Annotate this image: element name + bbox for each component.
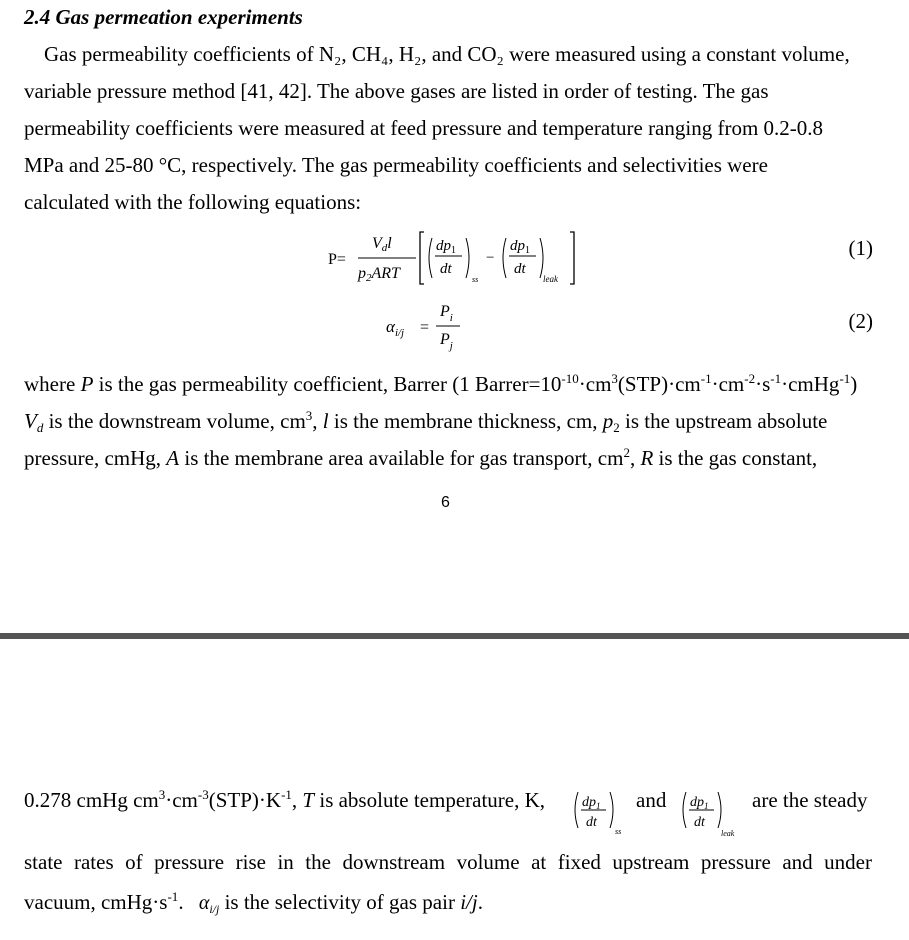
text-and: and (636, 788, 667, 812)
eq1-dt2: dt (514, 261, 526, 277)
equation-1-number: (1) (848, 236, 873, 260)
inline-derivative-leak (678, 786, 748, 842)
eq1-denominator: p2ART (358, 265, 400, 284)
paren (718, 792, 721, 828)
text-line: $V_d$ is the downstream volume, $cm^3$, l is the membrane thickness, cm, $p_2$ is the upstream absolute (24, 408, 828, 435)
eq1-left-bracket (420, 232, 424, 284)
eq2-alpha: $\alpha_{i/j}$ (386, 317, 405, 339)
page-break-divider (0, 633, 909, 639)
paragraph-continuation-line-3: vacuum, $cmHg\cdot s^{-1}$. $\alpha_{i/j}$ is the selectivity of gas pair i/j. (24, 889, 483, 916)
eq1-dt1: dt (440, 261, 452, 277)
inline-derivative-ss (570, 786, 630, 842)
eq2-equals: = (420, 319, 430, 336)
text-line: calculated with the following equations: (24, 190, 362, 214)
equation-2-graphic (386, 298, 476, 358)
inline-ss: ss (615, 827, 622, 836)
equation-1-graphic (328, 228, 588, 290)
paren (610, 792, 613, 828)
eq1-leak: leak (543, 274, 558, 284)
text-line: variable pressure method [41, 42]. The above gases are listed in order of testing. The gas (24, 79, 769, 103)
paragraph-intro (24, 36, 872, 221)
eq1-dp1: $dp_1$ (436, 238, 456, 256)
inline-dt: dt (694, 815, 705, 830)
page-number: 6 (441, 494, 450, 511)
paragraph-definitions (24, 366, 872, 477)
eq1-paren (466, 238, 469, 278)
inline-dp: $dp_1$ (582, 795, 601, 811)
equation-2 (386, 298, 476, 358)
paragraph-continuation-line-2: state rates of pressure rise in the downstream volume at fixed upstream pressure and under (24, 850, 872, 874)
paragraph-continuation-line-1: 0.278 cmHg $cm^3\cdot cm^{-3}(STP)\cdot K^{-1}$, T is absolute temperature, K, (24, 787, 546, 812)
paren (575, 792, 578, 828)
eq2-denominator: $P_j$ (440, 331, 453, 352)
inline-dp: $dp_1$ (690, 795, 709, 811)
equation-2-number: (2) (848, 309, 873, 333)
section-heading: 2.4 Gas permeation experiments (24, 5, 303, 29)
paren (683, 792, 686, 828)
eq1-right-bracket (570, 232, 574, 284)
text-line: pressure, cmHg, A is the membrane area available for gas transport, $cm^2$, R is the gas constant, (24, 445, 818, 470)
eq1-lhs: P= (328, 251, 346, 268)
text-line: Gas permeability coefficients of N₂, CH₄, H₂, and CO₂ were measured using a constant volume, (44, 42, 850, 66)
text-line: MPa and 25-80 °C, respectively. The gas permeability coefficients and selectivities were (24, 153, 768, 177)
eq1-paren (503, 238, 506, 278)
eq1-paren (429, 238, 432, 278)
text-line: permeability coefficients were measured at feed pressure and temperature ranging from 0.2-0.8 (24, 116, 824, 140)
eq1-ss: ss (472, 275, 479, 284)
text-steady: are the steady (752, 788, 868, 812)
inline-dt: dt (586, 815, 597, 830)
equation-1 (328, 228, 588, 290)
eq1-dp2: $dp_1$ (510, 238, 530, 256)
inline-leak: leak (721, 829, 735, 838)
eq2-numerator: $P_i$ (440, 303, 453, 324)
eq1-numerator: Vdl (372, 235, 392, 254)
text-line: where P is the gas permeability coefficient, Barrer (1 $Barrer=10^{-10}\cdot cm^3(STP)\cdot cm^{-1}\cdot cm^{-2}\cdot s^{-1}\cdot cmHg^{-1}$) (24, 371, 858, 396)
eq1-minus: − (486, 250, 495, 266)
eq1-paren (540, 238, 543, 278)
